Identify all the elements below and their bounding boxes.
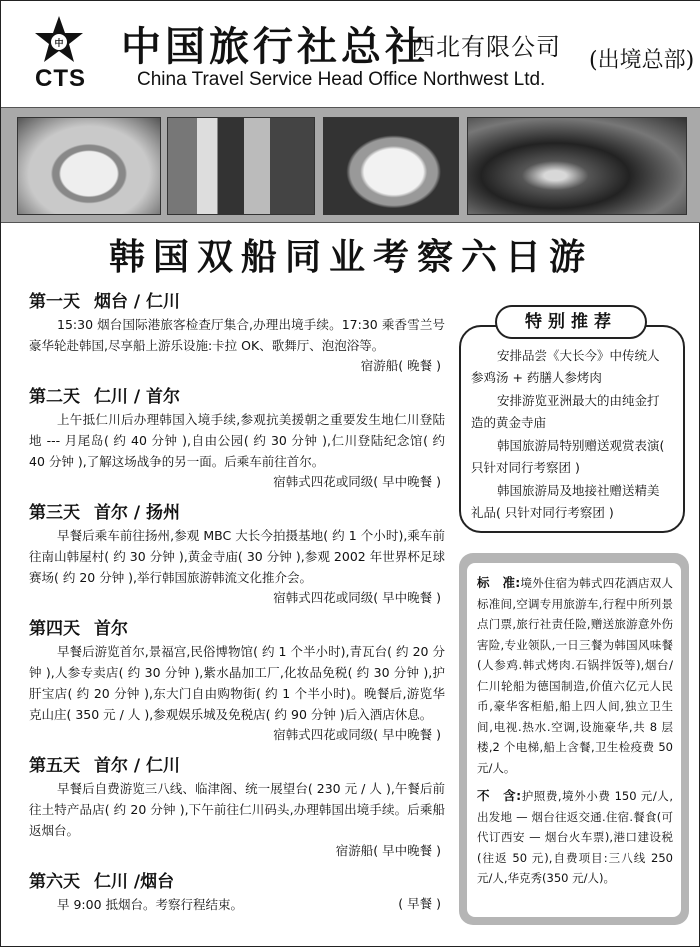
itinerary-day [29,614,445,745]
itinerary-day [29,287,445,376]
day-accommodation: 宿游船( 晚餐 ) [360,358,441,373]
included-text: 境外住宿为韩式四花酒店双人标准间,空调专用旅游车,行程中所列景点门票,旅行社责任险,赠送旅游意外伤害险,专业领队,一日三餐为韩国风味餐(人参鸡.韩式烤肉.石锅拌饭等),烟台/仁川轮船为德国制造,价值六亿元人民币,豪华客柜船,船上四人间,独立卫生间,电视.热水.空调,设施豪华,共 8 层楼,2 个电梯,船上含餐,卫生检疫费 50 元/人。 [477,576,673,775]
day-description: 早餐后乘车前往扬州,参观 MBC 大长今拍摄基地( 约 1 个小时),乘车前往南山韩屋村( 约 30 分钟 ),黄金寺庙( 30 分钟 ),参观 2002 年世界杯足球赛场( 约 20 分钟 ),举行韩国旅游韩流文化推介会。 [29,528,445,585]
day-description: 上午抵仁川后办理韩国入境手续,参观抗美援朝之重要发生地仁川登陆地 --- 月尾岛( 约 40 分钟 ),自由公园( 约 30 分钟 ),仁川登陆纪念馆( 约 40 分钟 ),了解这场战争的另一面。后乘车前往首尔。 [29,412,445,469]
day-number: 第五天 [29,756,80,776]
photo-strip [1,107,700,223]
excluded-text: 护照费,境外小费 150 元/人,出发地 — 烟台往返交通.住宿.餐食(可代订西安 — 烟台火车票),港口建设税(往返 50 元),自费项目:三八线 250 元/人,华克秀(350 元/人)。 [477,789,673,885]
day-description: 早 9:00 抵烟台。考察行程结束。 [57,897,244,912]
korean-royal-costume-photo [167,117,315,215]
special-item: 安排品尝《大长今》中传统人参鸡汤 + 药膳人参烤肉 [471,348,660,385]
special-recommendations [459,312,685,533]
day-route: 首尔 [94,619,128,639]
day-heading [29,614,445,639]
excluded-label: 不 含: [477,788,522,803]
day-route: 首尔 / 扬州 [94,503,181,523]
day-accommodation: 宿韩式四花或同级( 早中晚餐 ) [273,474,441,489]
excluded-items [477,786,673,889]
ginseng-chicken-soup-photo [323,117,459,215]
day-accommodation: 宿韩式四花或同级( 早中晚餐 ) [273,590,441,605]
cts-star-logo-icon [33,15,85,65]
standards-content [467,563,681,917]
header [1,1,700,107]
price-standards-box [459,553,689,925]
included-label: 标 准: [477,575,521,590]
itinerary [29,287,445,921]
day-heading [29,867,445,892]
day-heading [29,382,445,407]
page-title: 韩国双船同业考察六日游 [108,236,593,278]
itinerary-day [29,867,445,915]
day-heading [29,287,445,312]
day-number: 第四天 [29,619,80,639]
special-item: 韩国旅游局特别赠送观赏表演( 只针对同行考察团 ) [471,438,665,475]
day-route: 烟台 / 仁川 [94,292,181,312]
day-number: 第六天 [29,872,80,892]
itinerary-day [29,382,445,492]
night-landscape-photo [467,117,687,215]
day-route: 仁川 / 首尔 [94,387,181,407]
special-item: 韩国旅游局及地接社赠送精美礼品( 只针对同行考察团 ) [471,483,660,520]
svg-text:中: 中 [54,39,64,49]
special-title: 特别推荐 [495,305,647,339]
day-accommodation: ( 早餐 ) [398,896,441,911]
day-route: 首尔 / 仁川 [94,756,181,776]
special-item: 安排游览亚洲最大的由纯金打造的黄金寺庙 [471,393,660,430]
day-number: 第三天 [29,503,80,523]
day-heading [29,498,445,523]
day-accommodation: 宿韩式四花或同级( 早中晚餐 ) [273,727,441,742]
day-number: 第二天 [29,387,80,407]
day-accommodation: 宿游船( 早中晚餐 ) [335,843,441,858]
itinerary-day [29,498,445,608]
day-route: 仁川 /烟台 [94,872,175,892]
day-description: 早餐后自费游览三八线、临津阁、统一展望台( 230 元 / 人 ),午餐后前往土特产品店( 约 20 分钟 ),下午前往仁川码头,办理韩国出境手续。后乘船返烟台。 [29,781,445,838]
company-subname-cn: 西北有限公司 [411,33,561,61]
day-description: 15:30 烟台国际港旅客检查厅集合,办理出境手续。17:30 乘香雪兰号豪华轮赴韩国,尽享船上游乐设施:卡拉 OK、歌舞厅、泡泡浴等。 [29,317,445,353]
day-heading [29,751,445,776]
logo-text: CTS [35,65,86,92]
day-number: 第一天 [29,292,80,312]
department-label: (出境总部) [589,48,695,73]
company-name-en: China Travel Service Head Office Northwest Ltd. [137,69,546,90]
kimchi-dish-photo [17,117,161,215]
special-list [471,345,671,525]
company-name-cn: 中国旅行社总社 [121,23,429,70]
day-description: 早餐后游览首尔,景福宫,民俗博物馆( 约 1 个半小时),青瓦台( 约 20 分钟 ),人参专卖店( 约 30 分钟 ),紫水晶加工厂,化妆品免税( 约 30 分钟 ),护肝宝店( 约 20 分钟 ),东大门自由购物街( 约 1 个半小时)。晚餐后,游览华克山庄( 350 元 / 人 ),参观娱乐城及免税店( 约 90 分钟 )后入酒店休息。 [29,644,445,722]
itinerary-day [29,751,445,861]
included-items [477,573,673,778]
